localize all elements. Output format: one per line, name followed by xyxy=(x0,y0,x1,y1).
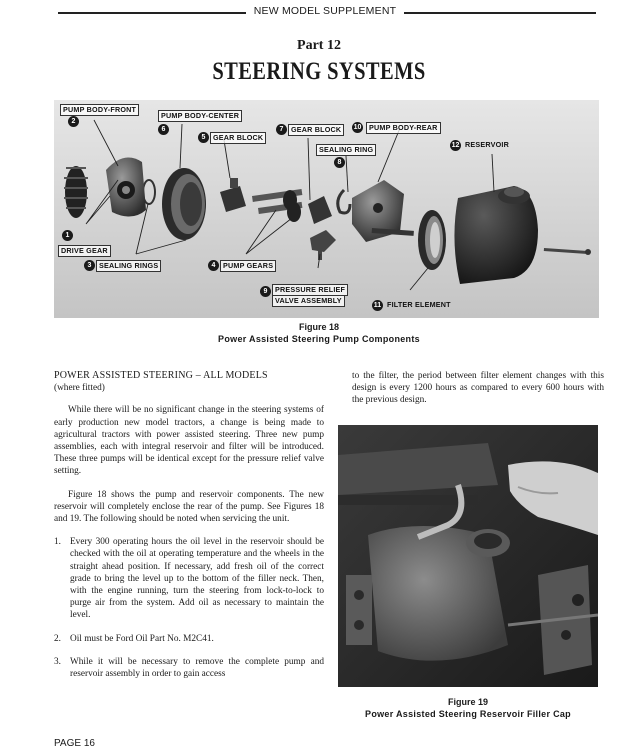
list-item-number: 3. xyxy=(54,656,61,667)
section-heading: POWER ASSISTED STEERING – ALL MODELS xyxy=(54,370,268,381)
servicing-notes-list xyxy=(54,536,324,680)
paragraph-figure-ref: Figure 18 shows the pump and reservoir components. The new reservoir will completely enclose the rear of the pump. See Figures 18 and 19. The following should be noted when servicing the unit. xyxy=(54,489,324,525)
callout-number: 8 xyxy=(334,157,345,168)
pump-body-front-part xyxy=(106,158,146,217)
figure-18-caption-title: Figure 18 xyxy=(298,322,339,332)
part-label: Part 12 xyxy=(297,38,341,53)
callout-number: 1 xyxy=(62,230,73,241)
label-gear-block-left: GEAR BLOCK xyxy=(210,132,266,144)
figure-19-caption-title: Figure 19 xyxy=(447,697,488,707)
callout-number: 6 xyxy=(158,124,169,135)
figure-19-photo xyxy=(338,425,598,687)
filler-cap-photo xyxy=(338,425,598,687)
label-gear-block-right: GEAR BLOCK xyxy=(288,124,344,136)
callout-number: 9 xyxy=(260,286,271,297)
list-item-text: While it will be necessary to remove the complete pump and reservoir assembly in order to gain access xyxy=(70,656,324,680)
header-rule-right xyxy=(404,12,596,14)
page-number: PAGE 16 xyxy=(54,738,95,749)
label-pump-body-front: PUMP BODY-FRONT xyxy=(60,104,139,116)
label-pump-body-rear: PUMP BODY-REAR xyxy=(366,122,441,134)
figure-18-illustration xyxy=(54,100,599,318)
list-item-number: 1. xyxy=(54,537,61,548)
label-pump-body-center: PUMP BODY-CENTER xyxy=(158,110,242,122)
supplement-title: NEW MODEL SUPPLEMENT xyxy=(253,5,397,17)
left-column xyxy=(54,370,324,691)
paragraph-intro: While there will be no significant change in the steering systems of early production new model tractors, a change is being made to agricultural tractors with power assisted steering. Three new pump assemblies, each with integral reservoir and filter will be introduced. These three pumps will be identical except for the pressure relief valve setting. xyxy=(54,405,324,477)
list-item xyxy=(54,633,324,645)
callout-number: 7 xyxy=(276,124,287,135)
callout-number: 3 xyxy=(84,260,95,271)
label-sealing-rings: SEALING RINGS xyxy=(96,260,161,272)
label-filter-element: FILTER ELEMENT xyxy=(387,300,451,309)
right-column-text: to the filter, the period between filter element changes with this design is every 1200 hours as compared to every 600 hours with the previous design. xyxy=(352,371,604,406)
label-sealing-ring: SEALING RING xyxy=(316,144,376,156)
list-item-text: Every 300 operating hours the oil level in the reservoir should be checked with the oil at operating temperature and the wheels in the straight ahead position. If necessary, add fresh oil of the correct grade to bring the level up to the bottom of the filler neck. Then, with the engine running, turn the steering from lock-to-lock to purge air from the system. Add oil as necessary to maintain the level. xyxy=(70,537,324,621)
header-rule-left xyxy=(58,12,246,14)
label-reservoir: RESERVOIR xyxy=(465,140,510,149)
callout-number: 2 xyxy=(68,116,79,127)
callout-number: 5 xyxy=(198,132,209,143)
reservoir-part xyxy=(454,186,538,284)
figure-19-caption-text: Power Assisted Steering Reservoir Filler Cap xyxy=(365,709,571,719)
list-item-text: Oil must be Ford Oil Part No. M2C41. xyxy=(70,633,214,644)
callout-number: 11 xyxy=(373,302,382,309)
section-subheading: (where fitted) xyxy=(54,383,105,394)
callout-number: 10 xyxy=(353,124,362,131)
callout-number: 12 xyxy=(451,142,460,149)
label-pressure-relief-line2: VALVE ASSEMBLY xyxy=(272,295,345,307)
label-pressure-relief-line1: PRESSURE RELIEF xyxy=(272,284,348,296)
section-title: STEERING SYSTEMS xyxy=(212,58,426,85)
list-item-number: 2. xyxy=(54,633,61,644)
list-item xyxy=(54,656,324,680)
figure-18-caption-text: Power Assisted Steering Pump Components xyxy=(218,334,420,344)
pump-body-center-part xyxy=(162,168,206,240)
label-drive-gear: DRIVE GEAR xyxy=(58,245,111,257)
filter-element-part xyxy=(418,210,446,270)
callout-number: 4 xyxy=(208,260,219,271)
list-item xyxy=(54,536,324,621)
label-pump-gears: PUMP GEARS xyxy=(220,260,276,272)
